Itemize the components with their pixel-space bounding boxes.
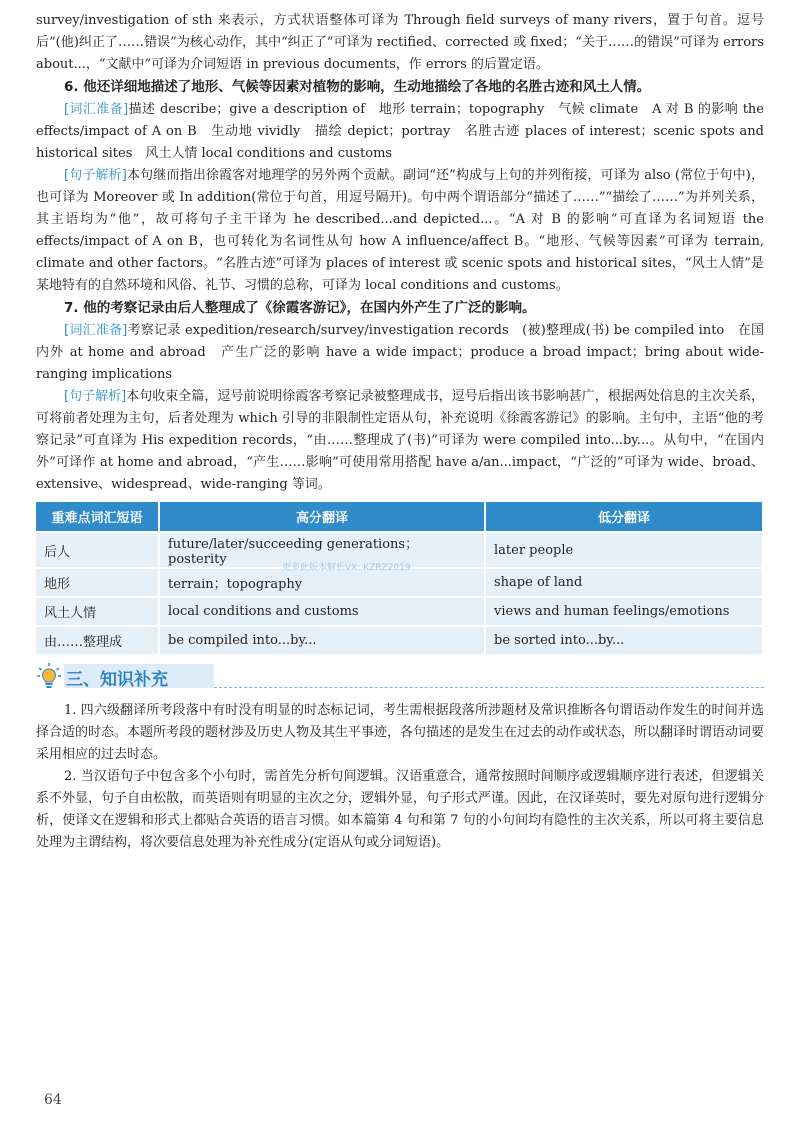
- sentence-7-vocab: [36, 320, 764, 386]
- section-header: [36, 662, 764, 692]
- table-header-row: [36, 502, 764, 531]
- sentence-6-heading: 6. 他还详细地描述了地形、气候等因素对植物的影响，生动地描绘了各地的名胜古迹和风土人情。: [64, 79, 651, 95]
- analysis-text: 本句收束全篇，逗号前说明徐霞客考察记录被整理成书，逗号后指出该书影响甚广，根据两处信息的主次关系，可将前者处理为主句，后者处理为 which 引导的非限制性定语从句，补充说明《徐霞客游记》的影响。主句中，主语“他的考察记录”可直译为 His expedition records，“由……整理成了(书)”可译为 were compiled into...by...。从句中，“在国内外”可译作 at home and abroad，“产生……影响”可使用常用搭配 have a/an...impact，“广泛的”可译为 wide、broad、extensive、widespread、wide-ranging 等词。: [36, 389, 764, 492]
- sentence-6-vocab: [36, 99, 764, 165]
- intro-paragraph: survey/investigation of sth 来表示，方式状语整体可译为 Through field surveys of many rivers，置于句首。逗号后“(他)纠正了……错误”为核心动作，其中“纠正了”可译为 rectified、corrected 或 fixed；“关于……的错误”可译为 errors about...，“文献中”可译为介词短语 in previous documents，作 errors 的后置定语。: [36, 13, 764, 72]
- knowledge-paragraph-2: 2. 当汉语句子中包含多个小句时，需首先分析句间逻辑。汉语重意合，通常按照时间顺序或逻辑顺序进行表述，但逻辑关系不外显，句子自由松散，而英语则有明显的主次之分，逻辑外显，句子形式严谨。因此，在汉译英时，要先对原句进行逻辑分析，使译文在逻辑和形式上都贴合英语的语言习惯。如本篇第 4 句和第 7 句的小句间均有隐性的主次关系，所以可将主要信息处理为主谓结构，将次要信息处理为补充性成分(定语从句或分词短语)。: [36, 769, 765, 850]
- table-cell: 风土人情: [36, 596, 160, 625]
- sentence-6-analysis: [36, 165, 764, 297]
- table-cell: later people: [486, 531, 764, 567]
- sentence-7-heading: 7. 他的考察记录由后人整理成了《徐霞客游记》，在国内外产生了广泛的影响。: [64, 300, 536, 316]
- table-cell: 由……整理成: [36, 625, 160, 654]
- vocab-comparison-table: [36, 502, 764, 654]
- page-number: 64: [44, 1092, 62, 1108]
- analysis-tag: [句子解析]: [64, 168, 127, 183]
- vocab-text: 描述 describe；give a description of 地形 terrain；topography 气候 climate A 对 B 的影响 the effects/impact of A on B 生动地 vividly 描绘 depict；portray 名胜古迹 places of interest；scenic spots and historical sites 风土人情 local conditions and customs: [36, 102, 764, 161]
- table-cell: views and human feelings/emotions: [486, 596, 764, 625]
- table-cell: 后人: [36, 531, 160, 567]
- knowledge-paragraph-1: 1. 四六级翻译所考段落中有时没有明显的时态标记词，考生需根据段落所涉题材及常识推断各句谓语动作发生的时间并选择合适的时态。本题所考段的题材涉及历史人物及其生平事迹，各句描述的是发生在过去的动作或状态，所以翻译时谓语动词要采用相应的过去时态。: [36, 703, 765, 762]
- analysis-tag: [句子解析]: [64, 389, 127, 404]
- page-content: [36, 10, 764, 854]
- sentence-7-analysis: [36, 386, 764, 496]
- vocab-text: 考察记录 expedition/research/survey/investigation records (被)整理成(书) be compiled into 在国内外 at home and abroad 产生广泛的影响 have a wide impact；produce a broad impact；bring about wide-ranging implications: [36, 323, 764, 382]
- table-cell: be compiled into...by...: [160, 625, 486, 654]
- watermark-text: 更多此版本解析VX: KZRZ2019: [282, 563, 411, 573]
- table-cell: be sorted into...by...: [486, 625, 764, 654]
- analysis-text: 本句继而指出徐霞客对地理学的另外两个贡献。副词“还”构成与上句的并列衔接，可译为 also (常位于句中)，也可译为 Moreover 或 In addition(常位于句首，用逗号隔开)。句中两个谓语部分“描述了……”“描绘了……”为并列关系，其主语均为“他”，故可将句子主干译为 he described...and depicted...。“A 对 B 的影响”可直译为名词短语 the effects/impact of A on B，也可转化为名词性从句 how A influence/affect B。“地形、气候等因素”可译为 terrain, climate and other factors。“名胜古迹”可译为 places of interest 或 scenic spots and historical sites，“风土人情”是某地特有的自然环境和风俗、礼节、习惯的总称，可译为 local conditions and customs。: [36, 168, 764, 293]
- table-cell: 地形: [36, 567, 160, 596]
- table-header: 高分翻译: [160, 502, 486, 531]
- vocab-tag: [词汇准备]: [64, 102, 129, 117]
- table-row: [36, 596, 764, 625]
- table-row: [36, 625, 764, 654]
- section-divider: [214, 687, 764, 688]
- table-header: 低分翻译: [486, 502, 764, 531]
- table-cell: local conditions and customs: [160, 596, 486, 625]
- vocab-tag: [词汇准备]: [64, 323, 128, 338]
- table-cell: future/later/succeeding generations；posterity: [160, 531, 486, 567]
- section-title: 三、知识补充: [66, 670, 168, 690]
- table-cell: terrain；topography: [160, 567, 486, 596]
- table-cell: shape of land: [486, 567, 764, 596]
- lightbulb-icon: [36, 662, 62, 690]
- table-header: 重难点词汇短语: [36, 502, 160, 531]
